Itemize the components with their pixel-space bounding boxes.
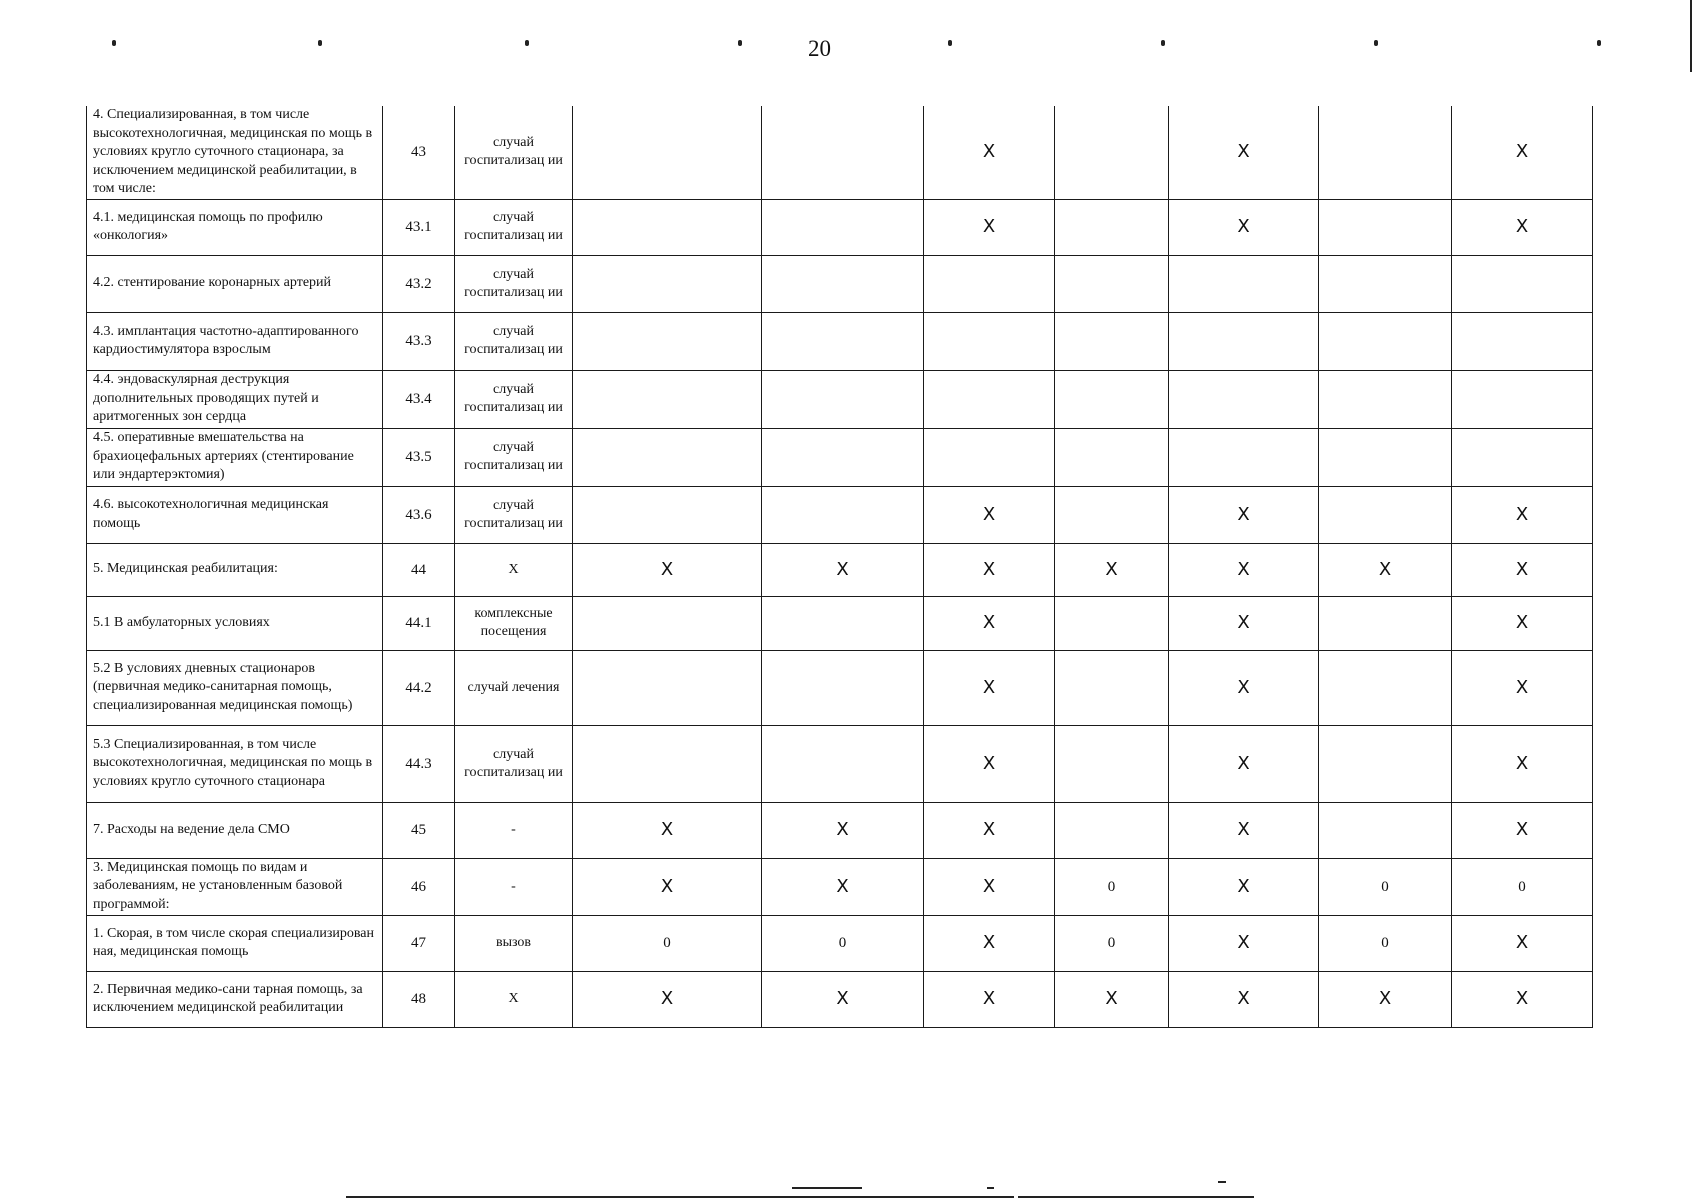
row-unit-cell: случай лечения bbox=[455, 650, 573, 725]
value-cell bbox=[1319, 486, 1452, 543]
value-cell bbox=[573, 312, 762, 370]
value-cell bbox=[573, 428, 762, 486]
row-name-cell: 5. Медицинская реабилитация: bbox=[87, 543, 383, 596]
value-cell: X bbox=[1169, 199, 1319, 255]
row-name-cell: 5.2 В условиях дневных стационаров (первичная медико-санитарная помощь, специализированная медицинская помощь) bbox=[87, 650, 383, 725]
value-cell bbox=[762, 199, 924, 255]
value-cell bbox=[1319, 428, 1452, 486]
value-cell: X bbox=[573, 543, 762, 596]
table-row bbox=[87, 725, 1593, 802]
value-cell: X bbox=[924, 971, 1055, 1027]
value-cell: X bbox=[924, 858, 1055, 915]
row-unit-cell: случай госпитализац ии bbox=[455, 486, 573, 543]
table-row bbox=[87, 596, 1593, 650]
value-cell: X bbox=[924, 543, 1055, 596]
table-row bbox=[87, 428, 1593, 486]
value-cell: X bbox=[1169, 543, 1319, 596]
value-cell: X bbox=[1452, 543, 1593, 596]
value-cell bbox=[1055, 596, 1169, 650]
value-cell: X bbox=[573, 971, 762, 1027]
value-cell bbox=[573, 650, 762, 725]
value-cell: X bbox=[1169, 725, 1319, 802]
row-code-cell: 47 bbox=[383, 915, 455, 971]
value-cell bbox=[1055, 312, 1169, 370]
scan-dot bbox=[1161, 40, 1165, 46]
row-code-cell: 44.2 bbox=[383, 650, 455, 725]
value-cell: X bbox=[1452, 199, 1593, 255]
value-cell bbox=[1169, 312, 1319, 370]
value-cell bbox=[1319, 255, 1452, 312]
row-name-cell: 4.3. имплантация частотно-адаптированного кардиостимулятора взрослым bbox=[87, 312, 383, 370]
value-cell bbox=[924, 312, 1055, 370]
table-row bbox=[87, 915, 1593, 971]
row-unit-cell: случай госпитализац ии bbox=[455, 199, 573, 255]
row-unit-cell: случай госпитализац ии bbox=[455, 370, 573, 428]
row-name-cell: 1. Скорая, в том числе скорая специализирован ная, медицинская помощь bbox=[87, 915, 383, 971]
table-row bbox=[87, 802, 1593, 858]
footer-rule bbox=[1018, 1196, 1254, 1198]
data-table-container bbox=[86, 106, 1592, 1028]
value-cell bbox=[1452, 312, 1593, 370]
value-cell bbox=[1055, 255, 1169, 312]
value-cell: X bbox=[1169, 915, 1319, 971]
row-unit-cell: X bbox=[455, 543, 573, 596]
scan-dot bbox=[738, 40, 742, 46]
row-code-cell: 44 bbox=[383, 543, 455, 596]
table-row bbox=[87, 971, 1593, 1027]
value-cell: X bbox=[1169, 596, 1319, 650]
value-cell: X bbox=[573, 802, 762, 858]
row-unit-cell: - bbox=[455, 802, 573, 858]
value-cell: X bbox=[1055, 543, 1169, 596]
table-row bbox=[87, 486, 1593, 543]
value-cell bbox=[573, 370, 762, 428]
value-cell: X bbox=[1452, 802, 1593, 858]
row-name-cell: 4.5. оперативные вмешательства на брахиоцефальных артериях (стентирование или эндартерэктомия) bbox=[87, 428, 383, 486]
row-name-cell: 4.4. эндоваскулярная деструкция дополнительных проводящих путей и аритмогенных зон сердца bbox=[87, 370, 383, 428]
value-cell bbox=[1169, 370, 1319, 428]
row-code-cell: 46 bbox=[383, 858, 455, 915]
row-unit-cell: вызов bbox=[455, 915, 573, 971]
value-cell bbox=[573, 486, 762, 543]
value-cell: X bbox=[762, 858, 924, 915]
value-cell bbox=[924, 255, 1055, 312]
row-code-cell: 43.6 bbox=[383, 486, 455, 543]
footer-rule bbox=[346, 1196, 1014, 1198]
value-cell bbox=[762, 106, 924, 199]
footer-mark bbox=[1218, 1181, 1226, 1183]
value-cell bbox=[1169, 255, 1319, 312]
row-name-cell: 2. Первичная медико-сани тарная помощь, за исключением медицинской реабилитации bbox=[87, 971, 383, 1027]
row-code-cell: 48 bbox=[383, 971, 455, 1027]
table-row bbox=[87, 312, 1593, 370]
table-row bbox=[87, 370, 1593, 428]
value-cell: X bbox=[924, 106, 1055, 199]
value-cell bbox=[1169, 428, 1319, 486]
value-cell bbox=[762, 255, 924, 312]
value-cell bbox=[573, 596, 762, 650]
value-cell bbox=[1319, 106, 1452, 199]
value-cell bbox=[1055, 370, 1169, 428]
scan-dot bbox=[112, 40, 116, 46]
value-cell: X bbox=[1452, 725, 1593, 802]
value-cell bbox=[1055, 802, 1169, 858]
row-unit-cell: случай госпитализац ии bbox=[455, 312, 573, 370]
scan-edge bbox=[1690, 0, 1692, 72]
value-cell bbox=[1055, 199, 1169, 255]
row-code-cell: 43.4 bbox=[383, 370, 455, 428]
page-number: 20 bbox=[808, 36, 831, 61]
scan-dot bbox=[1597, 40, 1601, 46]
scan-dot bbox=[318, 40, 322, 46]
row-unit-cell: - bbox=[455, 858, 573, 915]
scan-dot bbox=[525, 40, 529, 46]
table-row bbox=[87, 106, 1593, 199]
row-code-cell: 43.3 bbox=[383, 312, 455, 370]
value-cell bbox=[1319, 725, 1452, 802]
value-cell: X bbox=[1169, 858, 1319, 915]
value-cell bbox=[573, 106, 762, 199]
value-cell: X bbox=[1452, 915, 1593, 971]
value-cell: X bbox=[924, 725, 1055, 802]
table-row bbox=[87, 255, 1593, 312]
row-name-cell: 4.1. медицинская помощь по профилю «онкология» bbox=[87, 199, 383, 255]
data-table bbox=[86, 106, 1593, 1028]
value-cell bbox=[762, 370, 924, 428]
row-unit-cell: случай госпитализац ии bbox=[455, 428, 573, 486]
value-cell bbox=[1319, 312, 1452, 370]
row-unit-cell: комплексные посещения bbox=[455, 596, 573, 650]
value-cell: X bbox=[573, 858, 762, 915]
table-row bbox=[87, 199, 1593, 255]
row-code-cell: 43.2 bbox=[383, 255, 455, 312]
footer-mark bbox=[792, 1187, 862, 1189]
value-cell bbox=[762, 650, 924, 725]
value-cell: X bbox=[1169, 971, 1319, 1027]
value-cell: X bbox=[924, 915, 1055, 971]
row-unit-cell: случай госпитализац ии bbox=[455, 106, 573, 199]
value-cell: X bbox=[1452, 596, 1593, 650]
row-code-cell: 43.5 bbox=[383, 428, 455, 486]
row-code-cell: 44.3 bbox=[383, 725, 455, 802]
value-cell bbox=[762, 486, 924, 543]
value-cell: 0 bbox=[762, 915, 924, 971]
value-cell: 0 bbox=[1319, 915, 1452, 971]
row-code-cell: 43 bbox=[383, 106, 455, 199]
value-cell bbox=[573, 199, 762, 255]
value-cell: 0 bbox=[1055, 858, 1169, 915]
value-cell: X bbox=[1055, 971, 1169, 1027]
table-row bbox=[87, 543, 1593, 596]
value-cell bbox=[1319, 199, 1452, 255]
value-cell bbox=[1055, 428, 1169, 486]
value-cell bbox=[762, 596, 924, 650]
row-unit-cell: X bbox=[455, 971, 573, 1027]
row-name-cell: 5.1 В амбулаторных условиях bbox=[87, 596, 383, 650]
value-cell bbox=[1452, 255, 1593, 312]
row-name-cell: 3. Медицинская помощь по видам и заболеваниям, не установленным базовой программой: bbox=[87, 858, 383, 915]
value-cell bbox=[1319, 370, 1452, 428]
value-cell: 0 bbox=[1452, 858, 1593, 915]
value-cell bbox=[1055, 106, 1169, 199]
value-cell: 0 bbox=[573, 915, 762, 971]
value-cell: X bbox=[762, 543, 924, 596]
value-cell: X bbox=[1319, 971, 1452, 1027]
value-cell: X bbox=[924, 199, 1055, 255]
scan-dot bbox=[1374, 40, 1378, 46]
row-code-cell: 45 bbox=[383, 802, 455, 858]
value-cell bbox=[573, 725, 762, 802]
value-cell: X bbox=[1169, 486, 1319, 543]
value-cell: X bbox=[1452, 486, 1593, 543]
value-cell bbox=[924, 428, 1055, 486]
value-cell bbox=[1055, 725, 1169, 802]
value-cell: X bbox=[1452, 106, 1593, 199]
row-code-cell: 43.1 bbox=[383, 199, 455, 255]
row-name-cell: 7. Расходы на ведение дела СМО bbox=[87, 802, 383, 858]
value-cell bbox=[1055, 650, 1169, 725]
value-cell: X bbox=[1169, 802, 1319, 858]
row-unit-cell: случай госпитализац ии bbox=[455, 255, 573, 312]
value-cell: X bbox=[924, 486, 1055, 543]
value-cell bbox=[1055, 486, 1169, 543]
value-cell bbox=[762, 725, 924, 802]
table-row bbox=[87, 858, 1593, 915]
row-code-cell: 44.1 bbox=[383, 596, 455, 650]
value-cell: X bbox=[762, 971, 924, 1027]
value-cell bbox=[762, 428, 924, 486]
value-cell bbox=[1452, 428, 1593, 486]
value-cell: X bbox=[1169, 106, 1319, 199]
value-cell: X bbox=[1452, 971, 1593, 1027]
row-name-cell: 4. Специализированная, в том числе высокотехнологичная, медицинская по мощь в условиях кругло суточного стационара, за исключением медицинской реабилитации, в том числе: bbox=[87, 106, 383, 199]
table-row bbox=[87, 650, 1593, 725]
value-cell: X bbox=[1452, 650, 1593, 725]
row-name-cell: 5.3 Специализированная, в том числе высокотехнологичная, медицинская по мощь в условиях кругло суточного стационара bbox=[87, 725, 383, 802]
value-cell: X bbox=[924, 802, 1055, 858]
value-cell: 0 bbox=[1055, 915, 1169, 971]
value-cell bbox=[1319, 802, 1452, 858]
value-cell: 0 bbox=[1319, 858, 1452, 915]
row-name-cell: 4.2. стентирование коронарных артерий bbox=[87, 255, 383, 312]
value-cell bbox=[1452, 370, 1593, 428]
row-name-cell: 4.6. высокотехнологичная медицинская помощь bbox=[87, 486, 383, 543]
value-cell: X bbox=[1319, 543, 1452, 596]
value-cell bbox=[762, 312, 924, 370]
scan-dot bbox=[948, 40, 952, 46]
value-cell: X bbox=[924, 650, 1055, 725]
footer-mark bbox=[987, 1187, 994, 1189]
value-cell: X bbox=[762, 802, 924, 858]
value-cell bbox=[1319, 650, 1452, 725]
value-cell: X bbox=[1169, 650, 1319, 725]
value-cell bbox=[573, 255, 762, 312]
row-unit-cell: случай госпитализац ии bbox=[455, 725, 573, 802]
value-cell: X bbox=[924, 596, 1055, 650]
value-cell bbox=[1319, 596, 1452, 650]
value-cell bbox=[924, 370, 1055, 428]
